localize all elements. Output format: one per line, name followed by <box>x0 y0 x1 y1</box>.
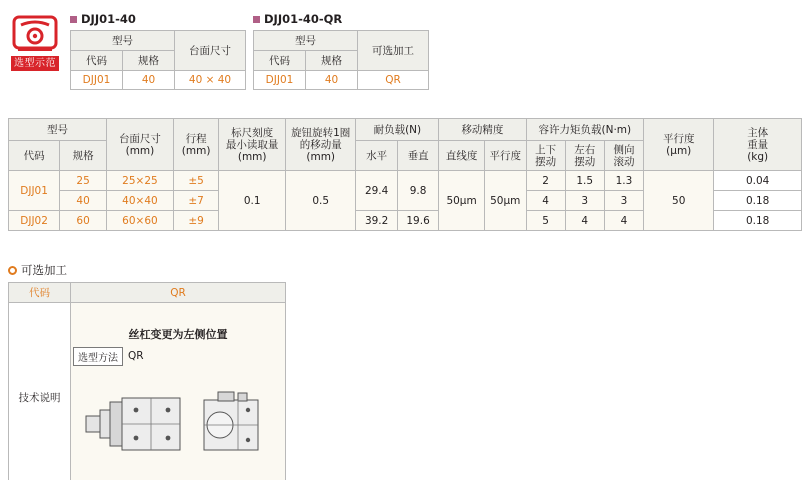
col-header-code: 代码 <box>71 51 123 71</box>
header-table-size-l1: 台面尺寸 <box>118 132 161 145</box>
cell-spec: 40 <box>123 71 175 90</box>
header-parallelism-l1: 平行度 <box>662 132 695 145</box>
cell-code-djj01: DJJ01 <box>9 171 60 211</box>
col-header-table-size: 台面尺寸 <box>175 31 246 71</box>
spec-table <box>8 118 802 231</box>
cell-spec: 40 <box>306 71 358 90</box>
cell-table-size: 40 × 40 <box>175 71 246 90</box>
top-block-2-title <box>253 12 429 26</box>
top-block-1 <box>70 12 246 90</box>
cell-spec: 40 <box>60 191 107 211</box>
table-row <box>254 71 429 90</box>
optional-processing-title <box>8 262 286 278</box>
logo-caption: 选型示范 <box>11 56 59 71</box>
cell-moment-ud: 4 <box>526 191 565 211</box>
table-row <box>9 171 802 191</box>
cell-load-v: 19.6 <box>397 211 438 231</box>
header-knob-l2: 的移动量 <box>299 138 342 151</box>
header-moment-group: 容许力矩负载(N·m) <box>526 119 644 141</box>
header-model-group: 型号 <box>9 119 107 141</box>
cell-table-size: 40×40 <box>107 191 174 211</box>
cell-moment-lr: 3 <box>565 191 604 211</box>
circle-marker-icon <box>8 266 17 275</box>
cell-table-size: 25×25 <box>107 171 174 191</box>
header-acc-parallel: 平行度 <box>484 141 526 171</box>
header-accuracy-group: 移动精度 <box>439 119 526 141</box>
top-block-2-title-text: DJJ01-40-QR <box>264 12 343 26</box>
header-moment-ud-l1: 上下 <box>535 143 557 156</box>
cell-acc-parallel: 50μm <box>484 171 526 231</box>
header-spec: 规格 <box>60 141 107 171</box>
optional-row-label: 技术说明 <box>9 303 71 480</box>
method-label-box: 选型方法 <box>73 347 123 366</box>
header-knob-l3: (mm) <box>306 150 336 163</box>
top-block-2 <box>253 12 429 90</box>
product-drawing <box>73 390 283 470</box>
table-row <box>71 71 246 90</box>
header-acc-straight: 直线度 <box>439 141 485 171</box>
optional-header-code: 代码 <box>9 283 71 303</box>
header-weight-l2: 重量 <box>747 138 769 151</box>
header-scale-l3: (mm) <box>237 150 267 163</box>
header-moment-lr-l1: 左右 <box>574 143 596 156</box>
cell-optional: QR <box>358 71 429 90</box>
optional-method-line <box>73 347 283 366</box>
cell-moment-lr: 1.5 <box>565 171 604 191</box>
cell-spec: 25 <box>60 171 107 191</box>
phone-icon <box>12 14 58 54</box>
optional-table <box>8 282 286 480</box>
cell-weight: 0.04 <box>714 171 802 191</box>
cell-moment-lr: 4 <box>565 211 604 231</box>
optional-content-title: 丝杠变更为左侧位置 <box>128 327 228 341</box>
header-knob-l1: 旋钮旋转1圈 <box>291 126 351 139</box>
cell-moment-side: 3 <box>604 191 643 211</box>
cell-moment-side: 4 <box>604 211 643 231</box>
cell-knob: 0.5 <box>285 171 355 231</box>
header-scale-l2: 最小读取量 <box>225 138 279 151</box>
cell-weight: 0.18 <box>714 211 802 231</box>
optional-content-cell <box>71 303 286 480</box>
cell-load-h: 39.2 <box>356 211 397 231</box>
group-header: 型号 <box>254 31 358 51</box>
logo-badge <box>8 14 62 76</box>
square-marker-icon <box>70 16 77 23</box>
cell-code: DJJ01 <box>71 71 123 90</box>
optional-header-qr: QR <box>71 283 286 303</box>
col-header-spec: 规格 <box>123 51 175 71</box>
top-table-2 <box>253 30 429 90</box>
cell-moment-ud: 5 <box>526 211 565 231</box>
header-table-size-l2: (mm) <box>125 144 155 157</box>
header-weight-l3: (kg) <box>747 150 769 163</box>
top-table-1 <box>70 30 246 90</box>
cell-parallelism: 50 <box>644 171 714 231</box>
cell-acc-straight: 50μm <box>439 171 485 231</box>
cell-weight: 0.18 <box>714 191 802 211</box>
cell-code-djj02: DJJ02 <box>9 211 60 231</box>
header-moment-side-l1: 侧向 <box>613 143 635 156</box>
header-moment-ud-l2: 摆动 <box>535 155 557 168</box>
cell-stroke: ±5 <box>173 171 219 191</box>
top-block-1-title <box>70 12 246 26</box>
cell-load-h: 29.4 <box>356 171 397 211</box>
group-header: 型号 <box>71 31 175 51</box>
col-header-spec: 规格 <box>306 51 358 71</box>
header-stroke-l1: 行程 <box>185 132 207 145</box>
col-header-optional: 可选加工 <box>358 31 429 71</box>
header-load-h: 水平 <box>356 141 397 171</box>
optional-processing-title-text: 可选加工 <box>21 263 67 277</box>
cell-code: DJJ01 <box>254 71 306 90</box>
cell-stroke: ±9 <box>173 211 219 231</box>
optional-processing-section <box>8 262 286 480</box>
header-moment-side-l2: 滚动 <box>613 155 635 168</box>
cell-table-size: 60×60 <box>107 211 174 231</box>
header-weight-l1: 主体 <box>747 126 769 139</box>
method-value: QR <box>128 350 144 362</box>
header-parallelism-l2: (μm) <box>666 144 692 157</box>
header-code: 代码 <box>9 141 60 171</box>
cell-scale: 0.1 <box>219 171 286 231</box>
cell-spec: 60 <box>60 211 107 231</box>
col-header-code: 代码 <box>254 51 306 71</box>
cell-moment-side: 1.3 <box>604 171 643 191</box>
header-moment-lr-l2: 摆动 <box>574 155 596 168</box>
header-stroke-l2: (mm) <box>181 144 211 157</box>
cell-load-v: 9.8 <box>397 171 438 211</box>
cell-moment-ud: 2 <box>526 171 565 191</box>
cell-stroke: ±7 <box>173 191 219 211</box>
header-load-v: 垂直 <box>397 141 438 171</box>
header-load-group: 耐负载(N) <box>356 119 439 141</box>
top-block-1-title-text: DJJ01-40 <box>81 12 136 26</box>
square-marker-icon <box>253 16 260 23</box>
header-scale-l1: 标尺刻度 <box>231 126 274 139</box>
